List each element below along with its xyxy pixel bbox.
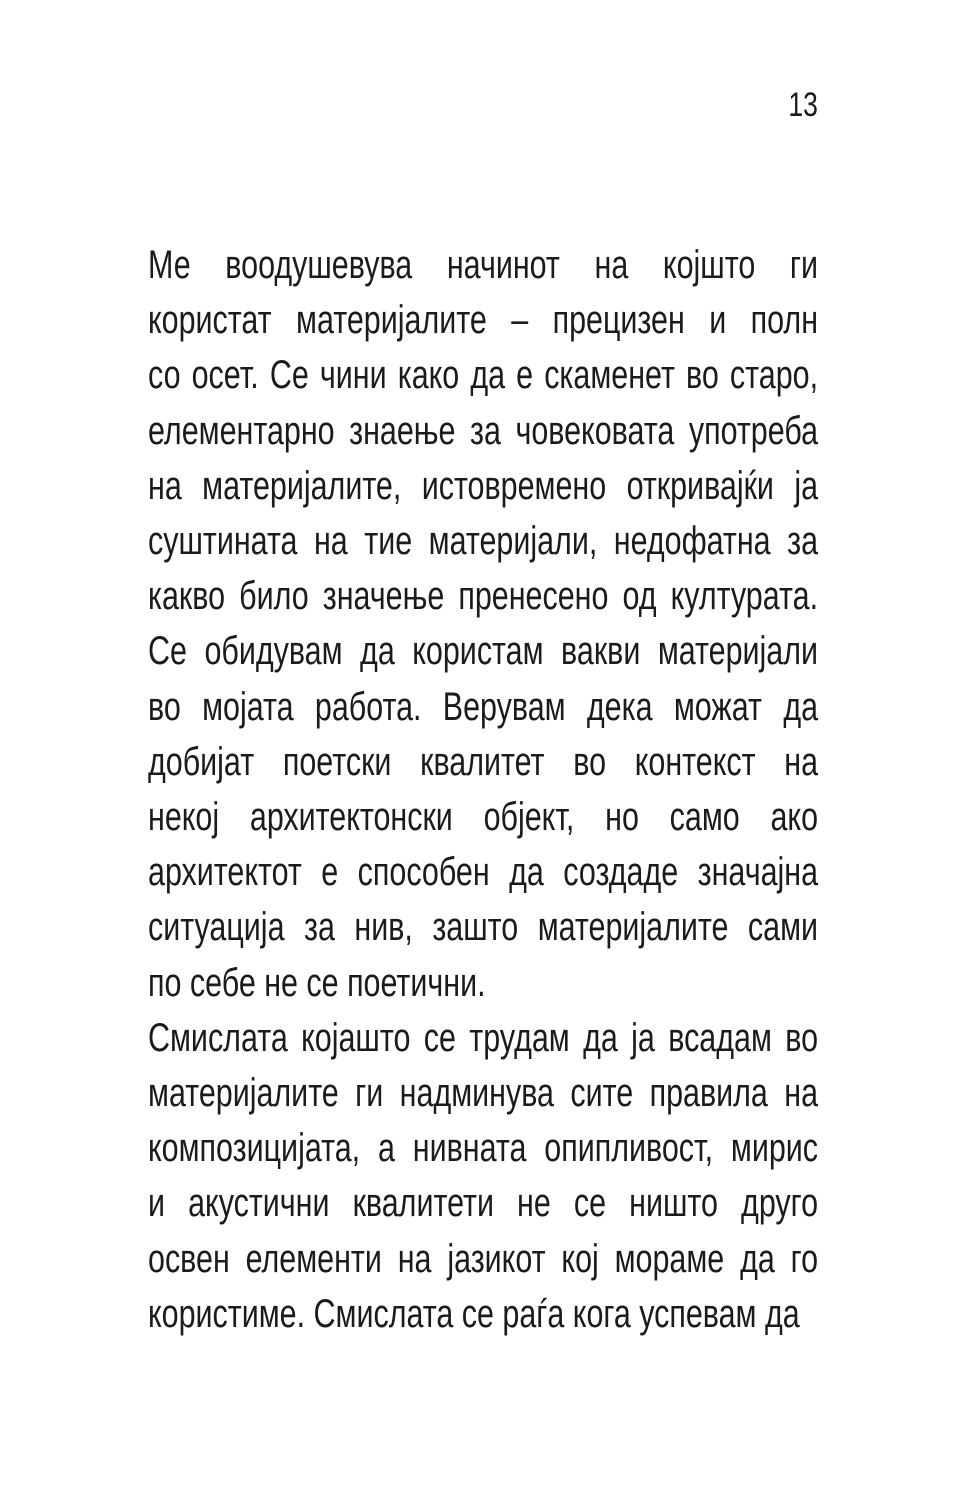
text-line: со осет. Се чини како да е скаменет во старо, bbox=[148, 353, 819, 398]
text-line: архитектот е способен да создаде значајна bbox=[148, 850, 819, 895]
text-line: какво било значење пренесено од културата. bbox=[148, 574, 819, 619]
text-line: користат материјалите – прецизен и полн bbox=[148, 298, 819, 343]
text-line: користиме. Смислата се раѓа кога успевам да bbox=[148, 1291, 800, 1336]
text-line: елементарно знаење за човековата употреба bbox=[148, 408, 819, 453]
page-number: 13 bbox=[788, 86, 818, 124]
text-line: по себе не се поетични. bbox=[148, 960, 486, 1005]
paragraph bbox=[148, 238, 818, 1011]
paragraph bbox=[148, 1011, 818, 1342]
text-line: Смислата којашто се трудам да ја всадам во bbox=[148, 1015, 819, 1060]
text-line: на материјалите, истовремено откривајќи ја bbox=[148, 463, 819, 508]
text-line: ситуација за нив, зашто материјалите сами bbox=[148, 905, 819, 950]
text-line: во мојата работа. Верувам дека можат да bbox=[148, 684, 819, 729]
text-line: Се обидувам да користам вакви материјали bbox=[148, 629, 819, 674]
text-line: композицијата, а нивната опипливост, мирис bbox=[148, 1126, 819, 1171]
text-line: суштината на тие материјали, недофатна за bbox=[148, 519, 819, 564]
text-line: и акустични квалитети не се ништо друго bbox=[148, 1181, 819, 1226]
text-line: Ме воодушевува начинот на којшто ги bbox=[148, 243, 819, 287]
text-line: некој архитектонски објект, но само ако bbox=[148, 795, 819, 840]
body-text-block bbox=[148, 238, 818, 1342]
text-line: материјалите ги надминува сите правила на bbox=[148, 1071, 819, 1116]
text-line: освен елементи на јазикот кој мораме да го bbox=[148, 1236, 819, 1281]
text-line: добијат поетски квалитет во контекст на bbox=[148, 739, 819, 784]
